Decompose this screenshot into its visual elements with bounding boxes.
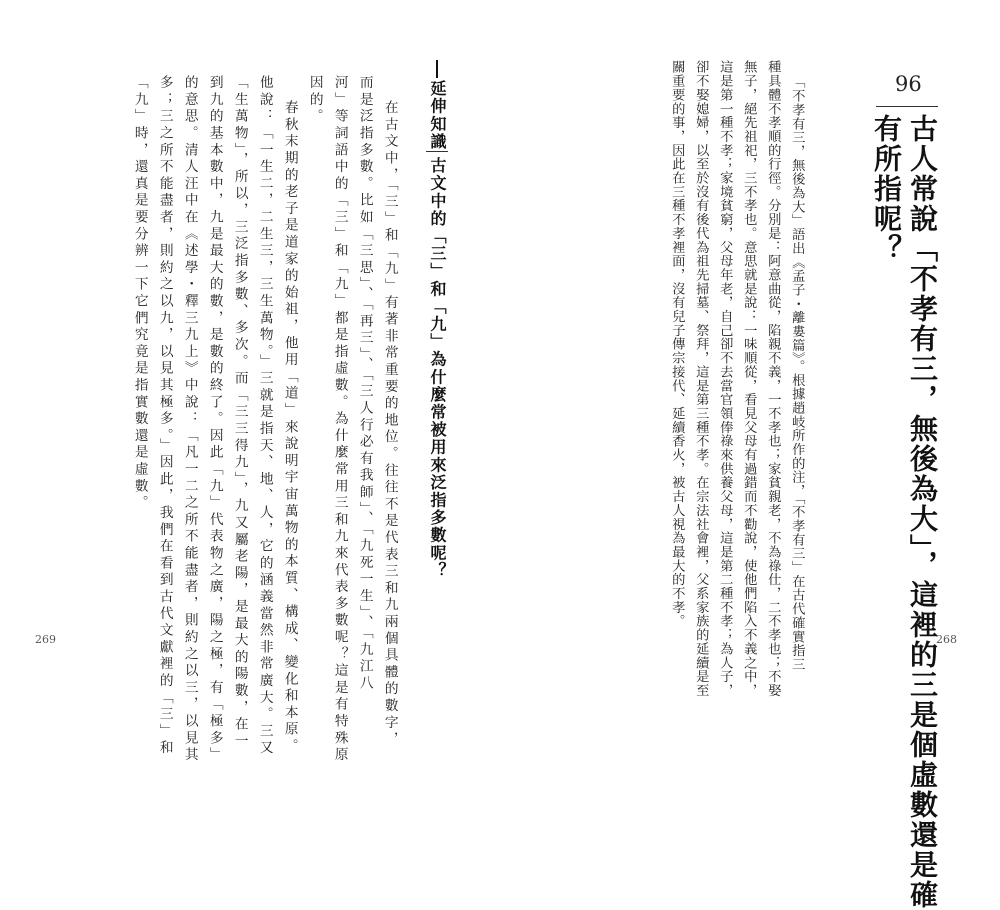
section-label: 延伸知識 xyxy=(428,80,447,151)
section-divider xyxy=(426,151,448,152)
body-line: 「九」時，還真是要分辨一下它們究竟是指實數還是虛數。 xyxy=(131,75,148,512)
chapter-title-line-1: 古人常說「不孝有三，無後為大」，這裡的三是個虛數還是確 xyxy=(906,114,939,910)
body-line: 因的。 xyxy=(306,75,323,126)
body-line: 河」等詞語中的「三」和「九」都是指虛數。為什麼常用三和九來代表多數呢？這是有特殊原 xyxy=(331,75,348,764)
body-line: 的意思。清人汪中在《述學・釋三九上》中說：「凡一二之所不能盡者，則約之以三，以見其 xyxy=(181,75,198,764)
section-title: 古文中的「三」和「九」為什麼常被用來泛指多數呢？ xyxy=(428,157,447,580)
body-line: 卻不娶媳婦，以至於沒有後代為祖先掃墓、祭拜，這是第三種不孝。在宗法社會裡，父系家族的延續是至 xyxy=(693,60,709,698)
chapter-divider xyxy=(876,106,938,107)
section-marker xyxy=(436,60,438,78)
body-line: 到九的基本數中，九是最大的數，是數的終了。因此「九」代表物之廣，陽之極，有「極多」 xyxy=(206,75,223,764)
body-line: 多；三之所不能盡者，則約之以九，以見其極多。」因此，我們在看到古代文獻裡的「三」和 xyxy=(156,75,173,757)
body-line: 而是泛指多數。比如「三思」、「再三」、「三人行必有我師」、「九死一生」、「九江八 xyxy=(356,75,373,693)
page-number: 268 xyxy=(936,633,957,646)
chapter-number: 96 xyxy=(895,72,922,96)
body-line: 「生萬物」，所以，三泛指多數、多次。而「三三得九」，九又屬老陽，是最大的陽數，在一 xyxy=(231,75,248,751)
body-line: 這是第一種不孝；家境貧窮，父母年老，自己卻不去當官領俸祿來供養父母，這是第二種不孝；為人子， xyxy=(717,60,733,698)
body-line: 關重要的事，因此在三種不孝裡面，沒有兒子傳宗接代、延續香火，被古人視為最大的不孝。 xyxy=(669,60,685,628)
chapter-title-line-2: 有所指呢？ xyxy=(870,114,903,264)
body-line: 他說：「一生二，二生三，三生萬物。」三就是指天、地、人，它的涵義當然非常廣大。三又 xyxy=(256,75,273,757)
body-line: 無子，絕先祖祀，三不孝也。意思就是說：一味順從，看見父母有過錯而不勸說，使他們陷入不義之中， xyxy=(741,60,757,698)
body-line: 「不孝有三，無後為大」語出《孟子・離婁篇》。根據趙岐所作的注，「不孝有三」在古代確實指三 xyxy=(789,75,805,672)
page-number: 269 xyxy=(35,633,56,646)
body-line: 種具體不孝順的行徑。分別是：阿意曲從，陷親不義，一不孝也；家貧親老，不為祿仕，二不孝也；不娶 xyxy=(765,60,781,698)
body-line: 在古文中，「三」和「九」有著非常重要的地位。往往不是代表三和九兩個具體的數字， xyxy=(381,100,398,749)
body-line: 春秋末期的老子是道家的始祖，他用「道」來說明宇宙萬物的本質、構成、變化和本原。 xyxy=(281,100,298,756)
